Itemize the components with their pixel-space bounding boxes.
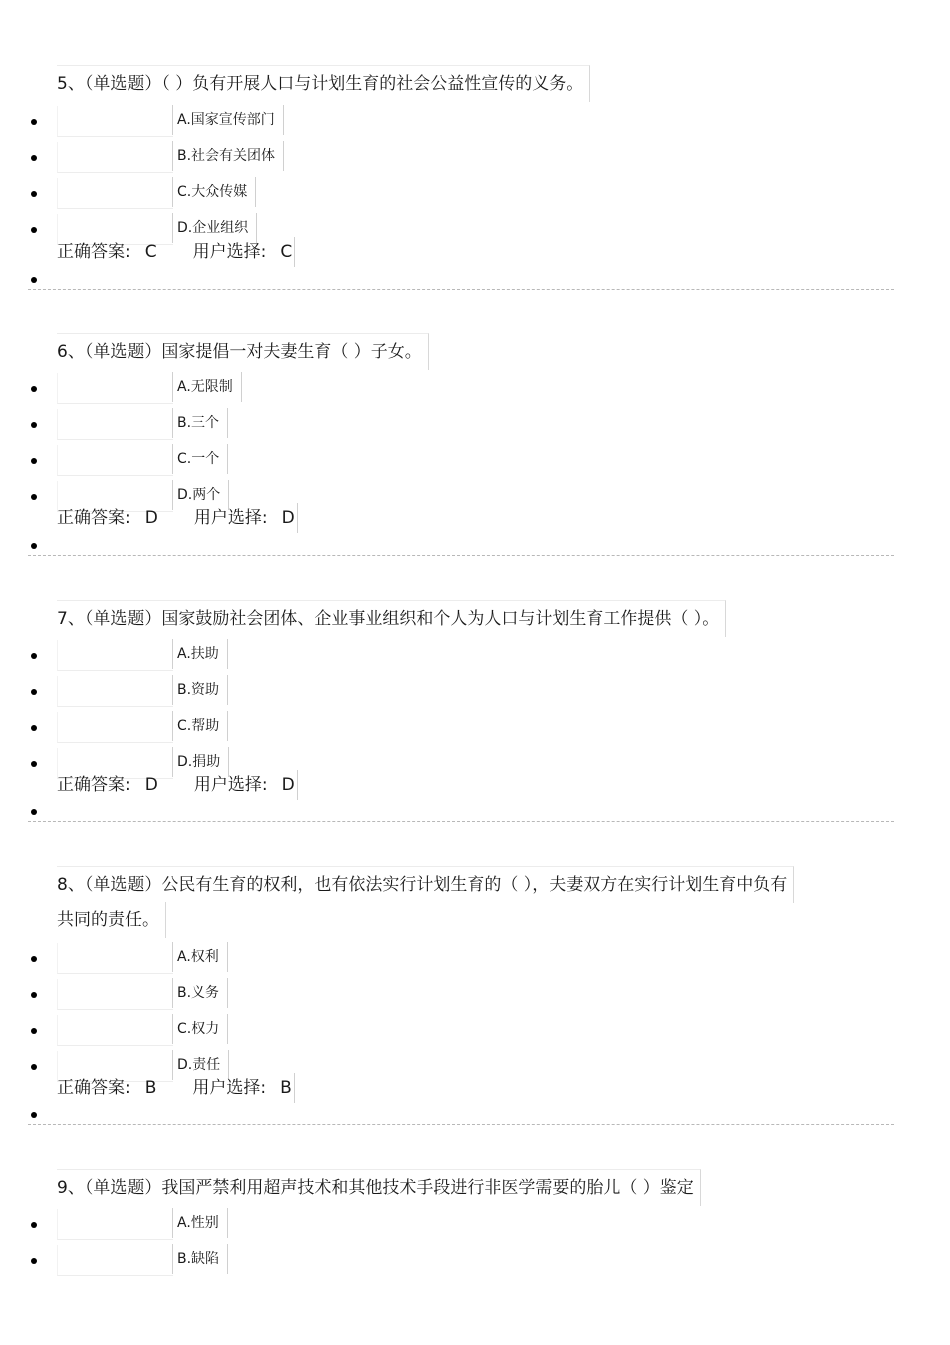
- option-c[interactable]: [0, 443, 950, 479]
- user-choice-value: C: [280, 242, 293, 262]
- user-choice-value: D: [281, 775, 295, 795]
- option-label: B.义务: [172, 978, 228, 1008]
- divider: [28, 289, 894, 290]
- answer-line: [57, 503, 298, 533]
- correct-answer-value: C: [144, 242, 157, 262]
- option-label: B.缺陷: [172, 1244, 228, 1274]
- option-b[interactable]: [0, 977, 950, 1013]
- option-label: A.性别: [172, 1208, 228, 1238]
- bullet-icon: [31, 277, 37, 283]
- correct-answer-value: B: [144, 1078, 157, 1098]
- user-choice-label: 用户选择:: [193, 775, 268, 795]
- option-label: D.两个: [172, 480, 229, 510]
- correct-answer-label: 正确答案:: [57, 508, 131, 528]
- bullet-icon: [31, 761, 37, 767]
- option-a[interactable]: [0, 104, 950, 140]
- answer-line: [57, 1073, 295, 1103]
- option-b[interactable]: [0, 674, 950, 710]
- bullet-icon: [31, 119, 37, 125]
- bullet-icon: [31, 422, 37, 428]
- question-title: 5、（单选题）（ ）负有开展人口与计划生育的社会公益性宣传的义务。: [57, 65, 590, 102]
- question-title: 8、（单选题）公民有生育的权利，也有依法实行计划生育的（ ），夫妻双方在实行计划生育中负有: [57, 866, 794, 903]
- divider: [28, 555, 894, 556]
- question-title: 7、（单选题）国家鼓励社会团体、企业事业组织和个人为人口与计划生育工作提供（ ）。: [57, 600, 726, 637]
- option-label: A.无限制: [172, 372, 242, 402]
- answer-line: [57, 770, 298, 800]
- option-label: C.权力: [172, 1014, 228, 1044]
- option-c[interactable]: [0, 710, 950, 746]
- correct-answer-value: D: [144, 775, 158, 795]
- option-label: C.帮助: [172, 711, 228, 741]
- correct-answer-label: 正确答案:: [57, 775, 131, 795]
- option-b[interactable]: [0, 407, 950, 443]
- bullet-icon: [31, 809, 37, 815]
- bullet-icon: [31, 956, 37, 962]
- correct-answer-value: D: [144, 508, 158, 528]
- bullet-icon: [31, 1222, 37, 1228]
- bullet-icon: [31, 458, 37, 464]
- user-choice-label: 用户选择:: [193, 508, 268, 528]
- option-label: A.扶助: [172, 639, 228, 669]
- option-b[interactable]: [0, 1243, 950, 1279]
- option-label: B.三个: [172, 408, 228, 438]
- correct-answer-label: 正确答案:: [57, 1078, 131, 1098]
- option-c[interactable]: [0, 1013, 950, 1049]
- option-label: C.一个: [172, 444, 228, 474]
- option-label: D.责任: [172, 1050, 229, 1080]
- option-label: C.大众传媒: [172, 177, 256, 207]
- bullet-icon: [31, 386, 37, 392]
- correct-answer-label: 正确答案:: [57, 242, 131, 262]
- user-choice-value: B: [280, 1078, 292, 1098]
- user-choice-label: 用户选择:: [192, 1078, 267, 1098]
- question-title: 9、（单选题）我国严禁利用超声技术和其他技术手段进行非医学需要的胎儿（ ）鉴定: [57, 1169, 701, 1206]
- bullet-icon: [31, 689, 37, 695]
- question-title-continued: 共同的责任。: [57, 902, 166, 938]
- option-label: A.国家宣传部门: [172, 105, 284, 135]
- option-a[interactable]: [0, 638, 950, 674]
- bullet-icon: [31, 494, 37, 500]
- bullet-icon: [31, 191, 37, 197]
- bullet-icon: [31, 1112, 37, 1118]
- bullet-icon: [31, 992, 37, 998]
- option-b[interactable]: [0, 140, 950, 176]
- question-title: 6、（单选题）国家提倡一对夫妻生育（ ）子女。: [57, 333, 429, 370]
- bullet-icon: [31, 1028, 37, 1034]
- bullet-icon: [31, 725, 37, 731]
- option-a[interactable]: [0, 371, 950, 407]
- bullet-icon: [31, 227, 37, 233]
- option-a[interactable]: [0, 1207, 950, 1243]
- user-choice-label: 用户选择:: [192, 242, 267, 262]
- option-label: B.资助: [172, 675, 228, 705]
- option-label: D.企业组织: [172, 213, 257, 243]
- option-label: D.捐助: [172, 747, 229, 777]
- bullet-icon: [31, 543, 37, 549]
- option-label: A.权利: [172, 942, 228, 972]
- bullet-icon: [31, 653, 37, 659]
- bullet-icon: [31, 1258, 37, 1264]
- divider: [28, 821, 894, 822]
- option-label: B.社会有关团体: [172, 141, 284, 171]
- bullet-icon: [31, 1064, 37, 1070]
- bullet-icon: [31, 155, 37, 161]
- user-choice-value: D: [281, 508, 295, 528]
- option-a[interactable]: [0, 941, 950, 977]
- divider: [28, 1124, 894, 1125]
- answer-line: [57, 237, 295, 267]
- option-c[interactable]: [0, 176, 950, 212]
